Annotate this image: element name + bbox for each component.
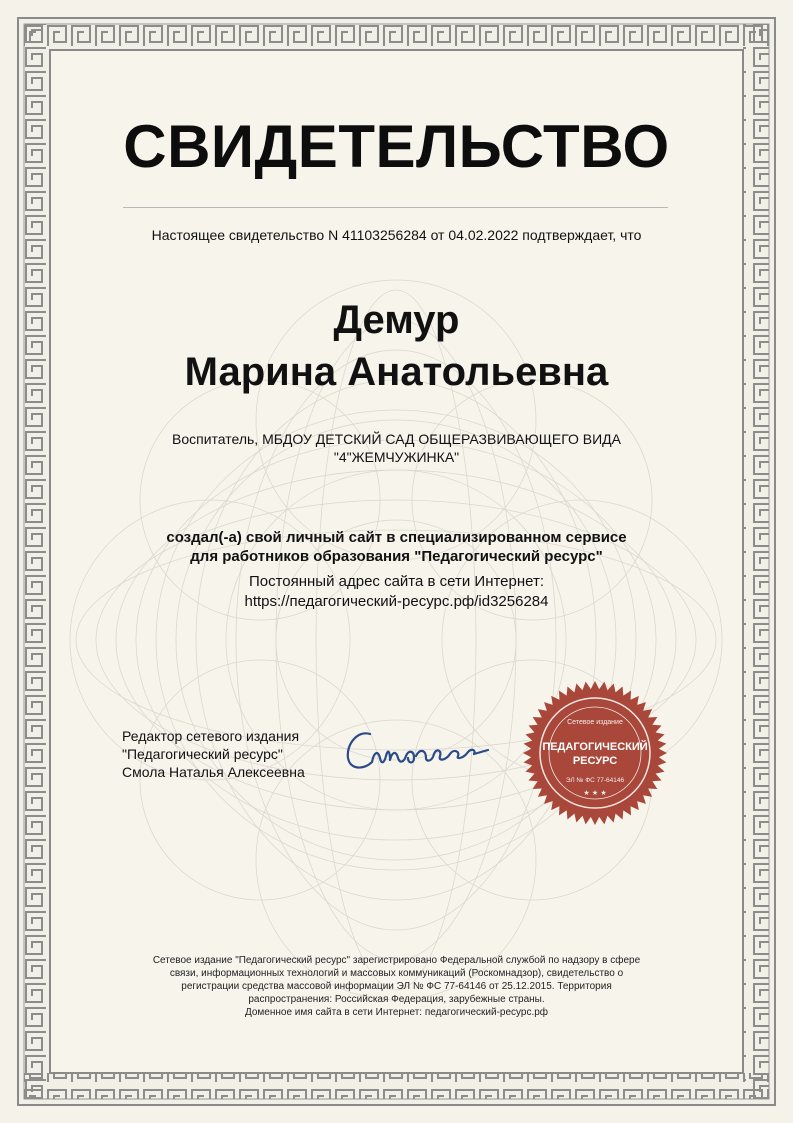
footer-line-3: регистрации средства массовой информации ЭЛ № ФС 77-64146 от 25.12.2015. Территория <box>181 981 612 992</box>
footer-line-1: Сетевое издание "Педагогический ресурс" зарегистрировано Федеральной службой по надзору в сфере <box>152 955 641 966</box>
site-address <box>0 572 793 612</box>
title-divider <box>123 207 668 208</box>
seal-main-line-2: РЕСУРС <box>572 755 618 767</box>
site-address-label: Постоянный адрес сайта в сети Интернет: <box>248 573 545 590</box>
footer-line-4: распространения: Российская Федерация, зарубежные страны. <box>248 994 545 1005</box>
position-line-1: Воспитатель, МБДОУ ДЕТСКИЙ САД ОБЩЕРАЗВИВАЮЩЕГО ВИДА <box>172 431 621 447</box>
achievement-line-1: создал(-а) свой личный сайт в специализированном сервисе <box>166 529 627 546</box>
footer-line-2: связи, информационных технологий и массовых коммуникаций (Роскомнадзор), свидетельство о <box>169 968 624 979</box>
seal-top-text: Сетевое издание <box>567 719 623 726</box>
position-line-2: "4"ЖЕМЧУЖИНКА" <box>333 449 460 465</box>
recipient-name <box>0 294 793 398</box>
recipient-surname: Демур <box>333 298 460 342</box>
editor-line-1: Редактор сетевого издания <box>122 728 300 744</box>
publisher-seal <box>520 678 670 828</box>
certificate-title: СВИДЕТЕЛЬСТВО <box>123 113 670 180</box>
registration-footer <box>120 954 673 1019</box>
editor-name: Смола Наталья Алексеевна <box>122 764 305 780</box>
achievement-line-2: для работников образования "Педагогический ресурс" <box>190 548 603 565</box>
recipient-given-names: Марина Анатольевна <box>184 350 609 394</box>
site-url: https://педагогический-ресурс.рф/id3256284 <box>244 593 549 610</box>
editor-signature <box>340 722 500 782</box>
footer-line-5: Доменное имя сайта в сети Интернет: педагогический-ресурс.рф <box>244 1007 549 1018</box>
seal-stars: ★ ★ ★ <box>583 789 607 797</box>
achievement-text <box>100 528 693 566</box>
editor-block <box>122 727 305 781</box>
seal-main-line-1: ПЕДАГОГИЧЕСКИЙ <box>542 741 648 753</box>
recipient-position <box>120 430 673 466</box>
certificate-intro: Настоящее свидетельство N 41103256284 от 04.02.2022 подтверждает, что <box>151 227 642 243</box>
seal-reg-number: ЭЛ № ФС 77-64146 <box>565 777 625 784</box>
editor-line-2: "Педагогический ресурс" <box>122 746 283 762</box>
